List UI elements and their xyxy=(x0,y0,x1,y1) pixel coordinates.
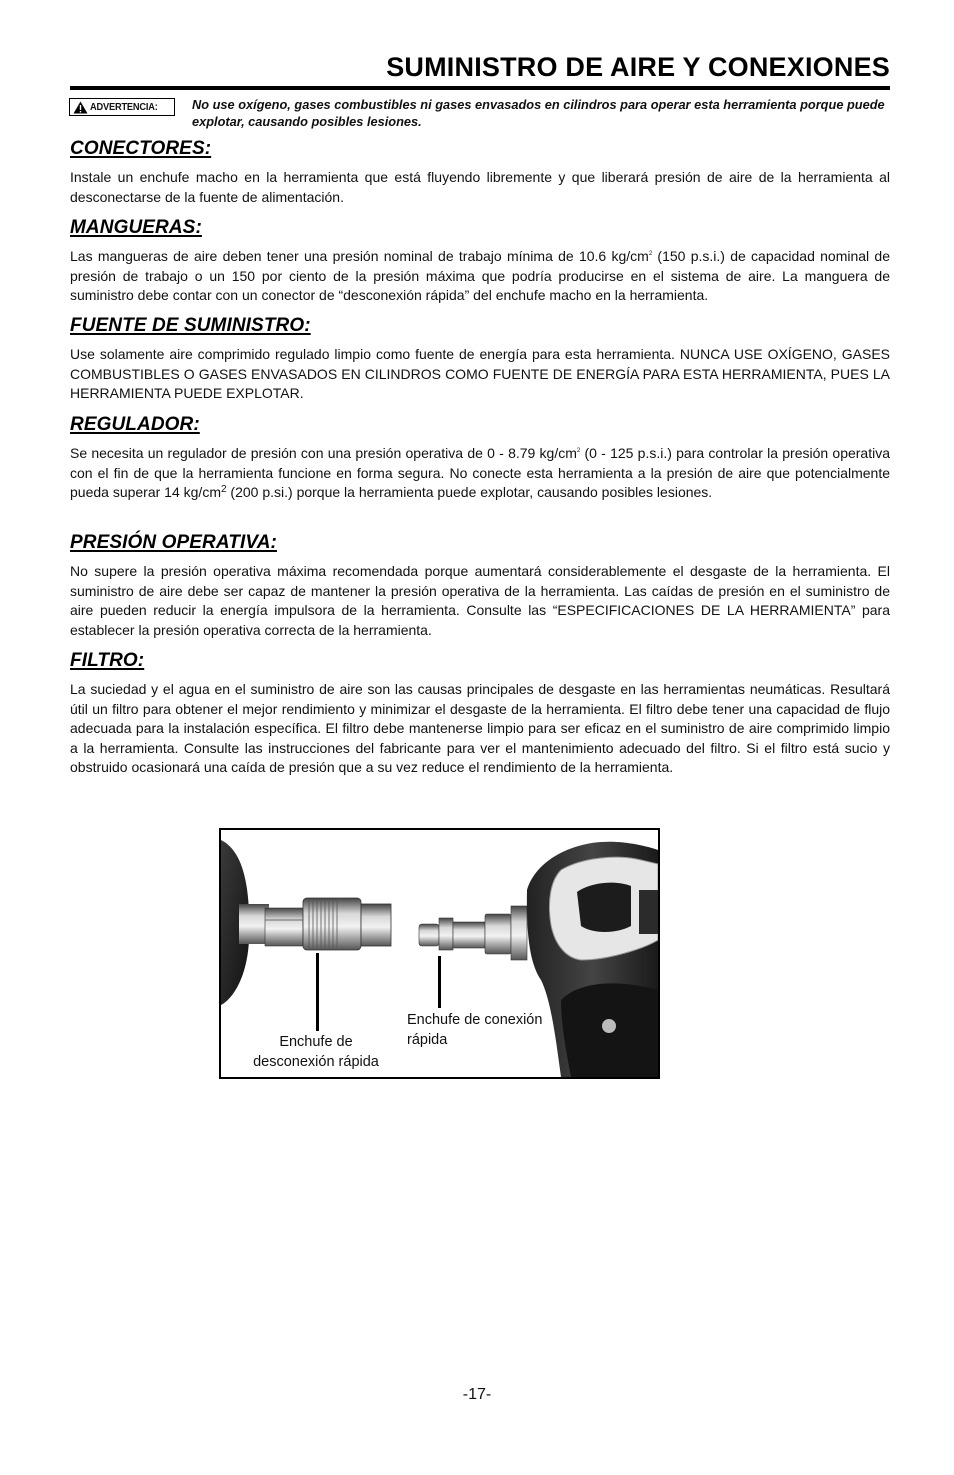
body-mangueras xyxy=(70,247,890,306)
heading-regulador: REGULADOR: xyxy=(70,414,200,435)
callout-line-right xyxy=(438,956,441,1008)
body-regulador xyxy=(70,444,890,503)
callout-male-plug: Enchufe de conexión rápida xyxy=(407,1012,543,1048)
connector-figure xyxy=(219,828,660,1079)
male-plug-hex xyxy=(485,914,511,954)
coupler-sleeve xyxy=(361,904,391,946)
warning-badge xyxy=(69,98,175,116)
warning-block xyxy=(69,96,891,132)
warning-text: No use oxígeno, gases combustibles ni gases envasados en cilindros para operar esta herramienta porque puede explotar, causando posibles lesiones. xyxy=(192,97,885,129)
body-mangueras-text-2: (150 p.s.i.) de capacidad nominal de presión de trabajo o un 150 por ciento de la presión máxima que podría producirse en el sistema de aire. La manguera de suministro debe contar con un conector de “desconexión rápida” del enchufe macho en la herramienta. xyxy=(70,248,890,303)
female-coupler xyxy=(303,898,361,950)
title-rule xyxy=(70,86,890,90)
page-number: -17- xyxy=(462,1386,492,1403)
body-regulador-text-3: (200 p.si.) porque la herramienta puede explotar, causando posibles lesiones. xyxy=(226,484,713,500)
male-plug-tip xyxy=(419,924,439,946)
page-title: SUMINISTRO DE AIRE Y CONEXIONES xyxy=(386,52,890,82)
body-conectores: Instale un enchufe macho en la herramienta que está fluyendo libremente y que liberará presión de aire de la herramienta al desconectarse de la fuente de alimentación. xyxy=(70,169,890,205)
hose-nipple xyxy=(239,904,269,944)
body-regulador-text-2: (0 - 125 p.s.i.) para controlar la presión operativa con el fin de que la herramienta funcione en forma segura. No conecte esta herramienta a la presión de aire que potencialmente pueda superar 14 kg/cm xyxy=(70,445,891,500)
heading-mangueras: MANGUERAS: xyxy=(70,217,202,238)
warning-triangle-icon xyxy=(73,101,88,114)
heading-presion: PRESIÓN OPERATIVA: xyxy=(70,532,277,553)
callout-female-coupler: Enchufe de desconexión rápida xyxy=(253,1034,379,1070)
body-fuente: Use solamente aire comprimido regulado limpio como fuente de energía para esta herramienta. NUNCA USE OXÍGENO, GASES COMBUSTIBLES O GASES ENVASADOS EN CILINDROS COMO FUENTE DE ENERGÍA PARA ESTA HERRAMIENTA, PUES LA HERRAMIENTA PUEDE EXPLOTAR. xyxy=(70,346,890,401)
body-regulador-sup-2: 2 xyxy=(220,484,227,495)
body-regulador-sup-1: 2 xyxy=(576,448,581,454)
body-mangueras-text-1: Las mangueras de aire deben tener una presión nominal de trabajo mínima de 10.6 kg/cm xyxy=(70,248,649,264)
heading-conectores: CONECTORES: xyxy=(70,138,212,159)
hex-nut xyxy=(265,908,303,946)
heading-filtro: FILTRO: xyxy=(70,650,145,671)
warning-badge-label: ADVERTENCIA: xyxy=(90,101,158,113)
body-regulador-text-1: Se necesita un regulador de presión con una presión operativa de 0 - 8.79 kg/cm xyxy=(70,445,577,461)
heading-fuente: FUENTE DE SUMINISTRO: xyxy=(70,315,311,336)
body-mangueras-sup: 2 xyxy=(648,251,653,257)
body-presion: No supere la presión operativa máxima recomendada porque aumentará considerablemente el desgaste de la herramienta. El suministro de aire debe ser capaz de mantener la presión operativa de la herramienta. Las caídas de presión en el suministro de aire pueden reducir la energía impulsora de la herramienta. Consulte las “ESPECIFICACIONES DE LA HERRAMIENTA” para establecer la presión operativa correcta de la herramienta. xyxy=(70,563,890,638)
callout-line-left xyxy=(316,953,319,1031)
body-filtro: La suciedad y el agua en el suministro de aire son las causas principales de desgaste en las herramientas neumáticas. Resultará útil un filtro para obtener el mejor rendimiento y minimizar el desgaste de la herramienta. El filtro debe tener una capacidad de flujo adecuada para la instalación específica. El filtro debe mantenerse limpio para ser eficaz en el suministro de aire comprimido limpio a la herramienta. Consulte las instrucciones del fabricante para ver el mantenimiento adecuado del filtro. Si el filtro está sucio y obstruido ocasionará una caída de presión que a su vez reduce el rendimiento de la herramienta. xyxy=(70,681,890,775)
